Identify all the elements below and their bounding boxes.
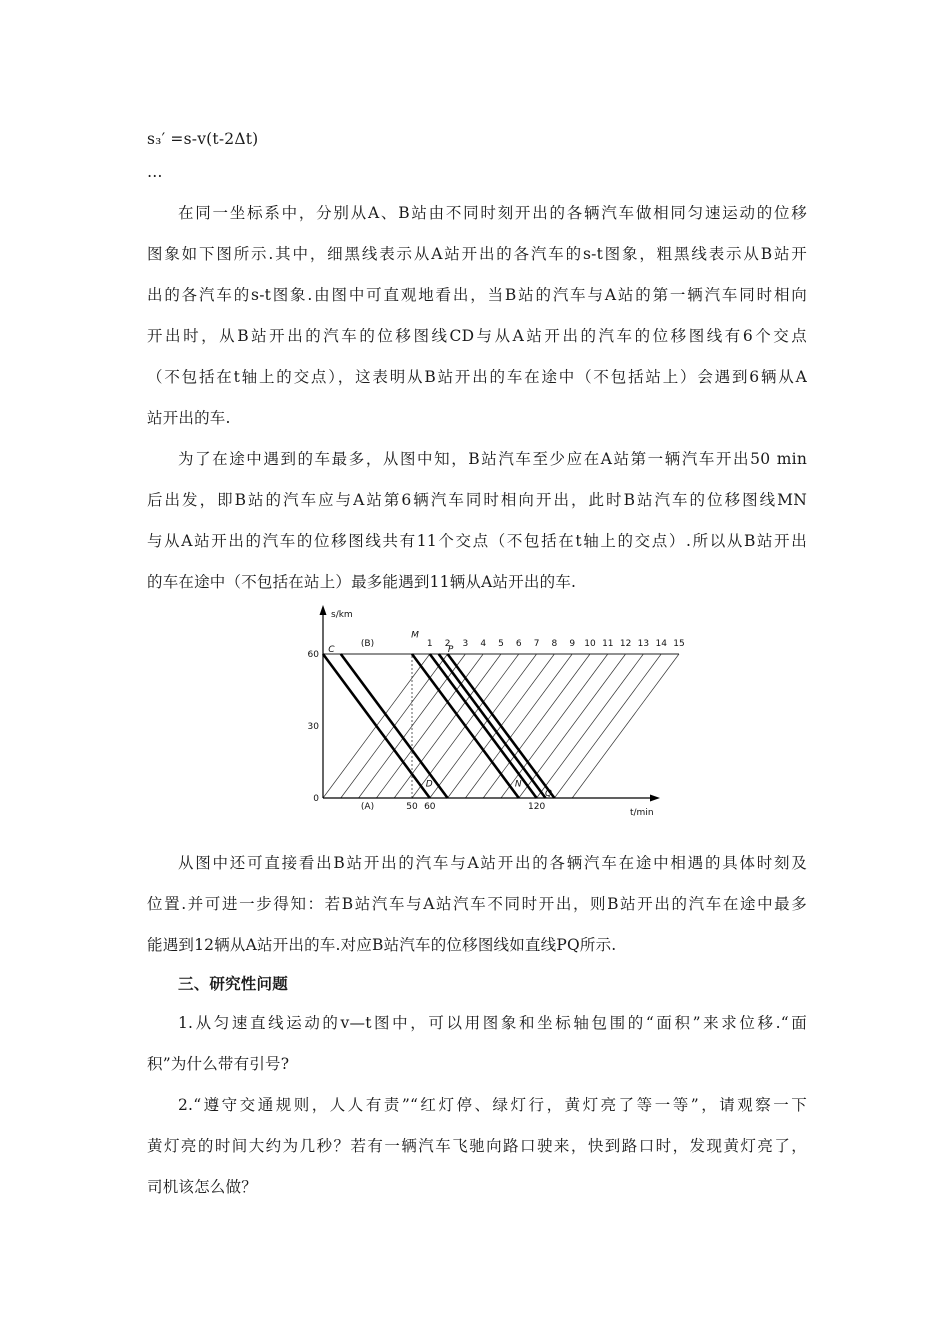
a-car-line-5 <box>394 654 501 798</box>
graph-labels <box>308 610 685 818</box>
x-tick-label: 50 <box>406 802 418 812</box>
car-number-label: 1 <box>426 639 433 649</box>
graph-lines <box>323 654 679 798</box>
paragraph-1-line: 在同一坐标系中，分别从A、B站由不同时刻开出的各辆汽车做相同匀速运动的位移 <box>178 204 807 222</box>
ellipsis: … <box>147 163 163 181</box>
a-car-line-9 <box>465 654 572 798</box>
x-tick-label: 60 <box>424 802 436 812</box>
paragraph-1-line: 出的各汽车的s-t图象.由图中可直观地看出，当B站的汽车与A站的第一辆汽车同时相向 <box>147 286 807 304</box>
x-axis-arrow <box>650 795 660 802</box>
equation-line: s₃′ =s-v(t-2Δt) <box>147 130 259 148</box>
question-1-line: 1.从匀速直线运动的v—t图中，可以用图象和坐标轴包围的“面积”来求位移.“面 <box>178 1014 807 1032</box>
point-label-Q: Q <box>544 789 553 799</box>
paragraph-1-line: （不包括在t轴上的交点），这表明从B站开出的车在途中（不包括站上）会遇到6辆从A <box>147 368 807 386</box>
a-car-line-14 <box>554 654 661 798</box>
y-axis-arrow <box>320 605 327 615</box>
car-number-label: 2 <box>444 639 451 649</box>
station-a-label: (A) <box>360 802 375 812</box>
station-b-label: (B) <box>360 639 375 649</box>
paragraph-2-line: 的车在途中（不包括在站上）最多能遇到11辆从A站开出的车. <box>147 573 577 591</box>
y-tick-label: 60 <box>307 650 319 660</box>
y-axis-label: s/km <box>331 610 353 620</box>
car-number-label: 4 <box>480 639 487 649</box>
car-number-label: 12 <box>619 639 632 649</box>
a-car-line-13 <box>537 654 644 798</box>
st-graph-figure <box>300 600 685 830</box>
a-car-line-10 <box>483 654 590 798</box>
y-tick-label: 0 <box>313 794 319 804</box>
graph-axes <box>320 605 661 802</box>
car-number-label: 14 <box>655 639 667 649</box>
point-label-N: N <box>514 779 522 790</box>
paragraph-3-line: 位置.并可进一步得知：若B站汽车与A站汽车不同时开出，则B站开出的汽车在途中最多 <box>147 895 807 913</box>
question-2-line: 黄灯亮的时间大约为几秒？若有一辆汽车飞驰向路口驶来，快到路口时，发现黄灯亮了， <box>147 1137 807 1155</box>
car-number-label: 10 <box>584 639 596 649</box>
paragraph-2-line: 为了在途中遇到的车最多，从图中知，B站汽车至少应在A站第一辆汽车开出50 min <box>178 450 807 468</box>
question-2-line: 2.“遵守交通规则，人人有责”“红灯停、绿灯行，黄灯亮了等一等”，请观察一下 <box>178 1096 807 1114</box>
paragraph-3-line: 从图中还可直接看出B站开出的汽车与A站开出的各辆汽车在途中相遇的具体时刻及 <box>178 854 807 872</box>
paragraph-1-line: 图象如下图所示.其中，细黑线表示从A站开出的各汽车的s-t图象，粗黑线表示从B站开 <box>147 245 807 263</box>
b-car-line-PQ <box>439 654 546 798</box>
y-tick-label: 30 <box>307 722 319 732</box>
car-number-label: 5 <box>498 639 504 649</box>
car-number-label: 11 <box>602 639 614 649</box>
point-label-D: D <box>425 779 433 790</box>
x-tick-label: 120 <box>528 802 546 812</box>
paragraph-2-line: 与从A站开出的汽车的位移图线共有11个交点（不包括在t轴上的交点）.所以从B站开出 <box>147 532 807 550</box>
question-1-line: 积”为什么带有引号? <box>147 1055 290 1073</box>
car-number-label: 7 <box>533 639 540 649</box>
x-axis-label: t/min <box>630 808 654 818</box>
car-number-label: 8 <box>551 639 558 649</box>
paragraph-3-line: 能遇到12辆从A站开出的车.对应B站汽车的位移图线如直线PQ所示. <box>147 936 617 954</box>
car-number-label: 6 <box>515 639 522 649</box>
a-car-line-11 <box>501 654 608 798</box>
section-heading: 三、研究性问题 <box>178 974 288 993</box>
car-number-label: 9 <box>569 639 576 649</box>
question-2-line: 司机该怎么做？ <box>147 1178 257 1196</box>
a-car-line-4 <box>376 654 483 798</box>
point-label-C: C <box>328 645 335 655</box>
car-number-label: 15 <box>673 639 685 649</box>
paragraph-1-line: 站开出的车. <box>147 409 231 427</box>
car-number-label: 13 <box>637 639 650 649</box>
a-car-line-15 <box>572 654 679 798</box>
point-label-P: P <box>447 645 454 655</box>
a-car-line-12 <box>519 654 626 798</box>
point-label-M: M <box>411 630 419 641</box>
paragraph-1-line: 开出时，从B站开出的汽车的位移图线CD与从A站开出的汽车的位移图线有6个交点 <box>147 327 807 345</box>
car-number-label: 3 <box>462 639 469 649</box>
paragraph-2-line: 后出发，即B站的汽车应与A站第6辆汽车同时相向开出，此时B站汽车的位移图线MN <box>147 491 807 509</box>
